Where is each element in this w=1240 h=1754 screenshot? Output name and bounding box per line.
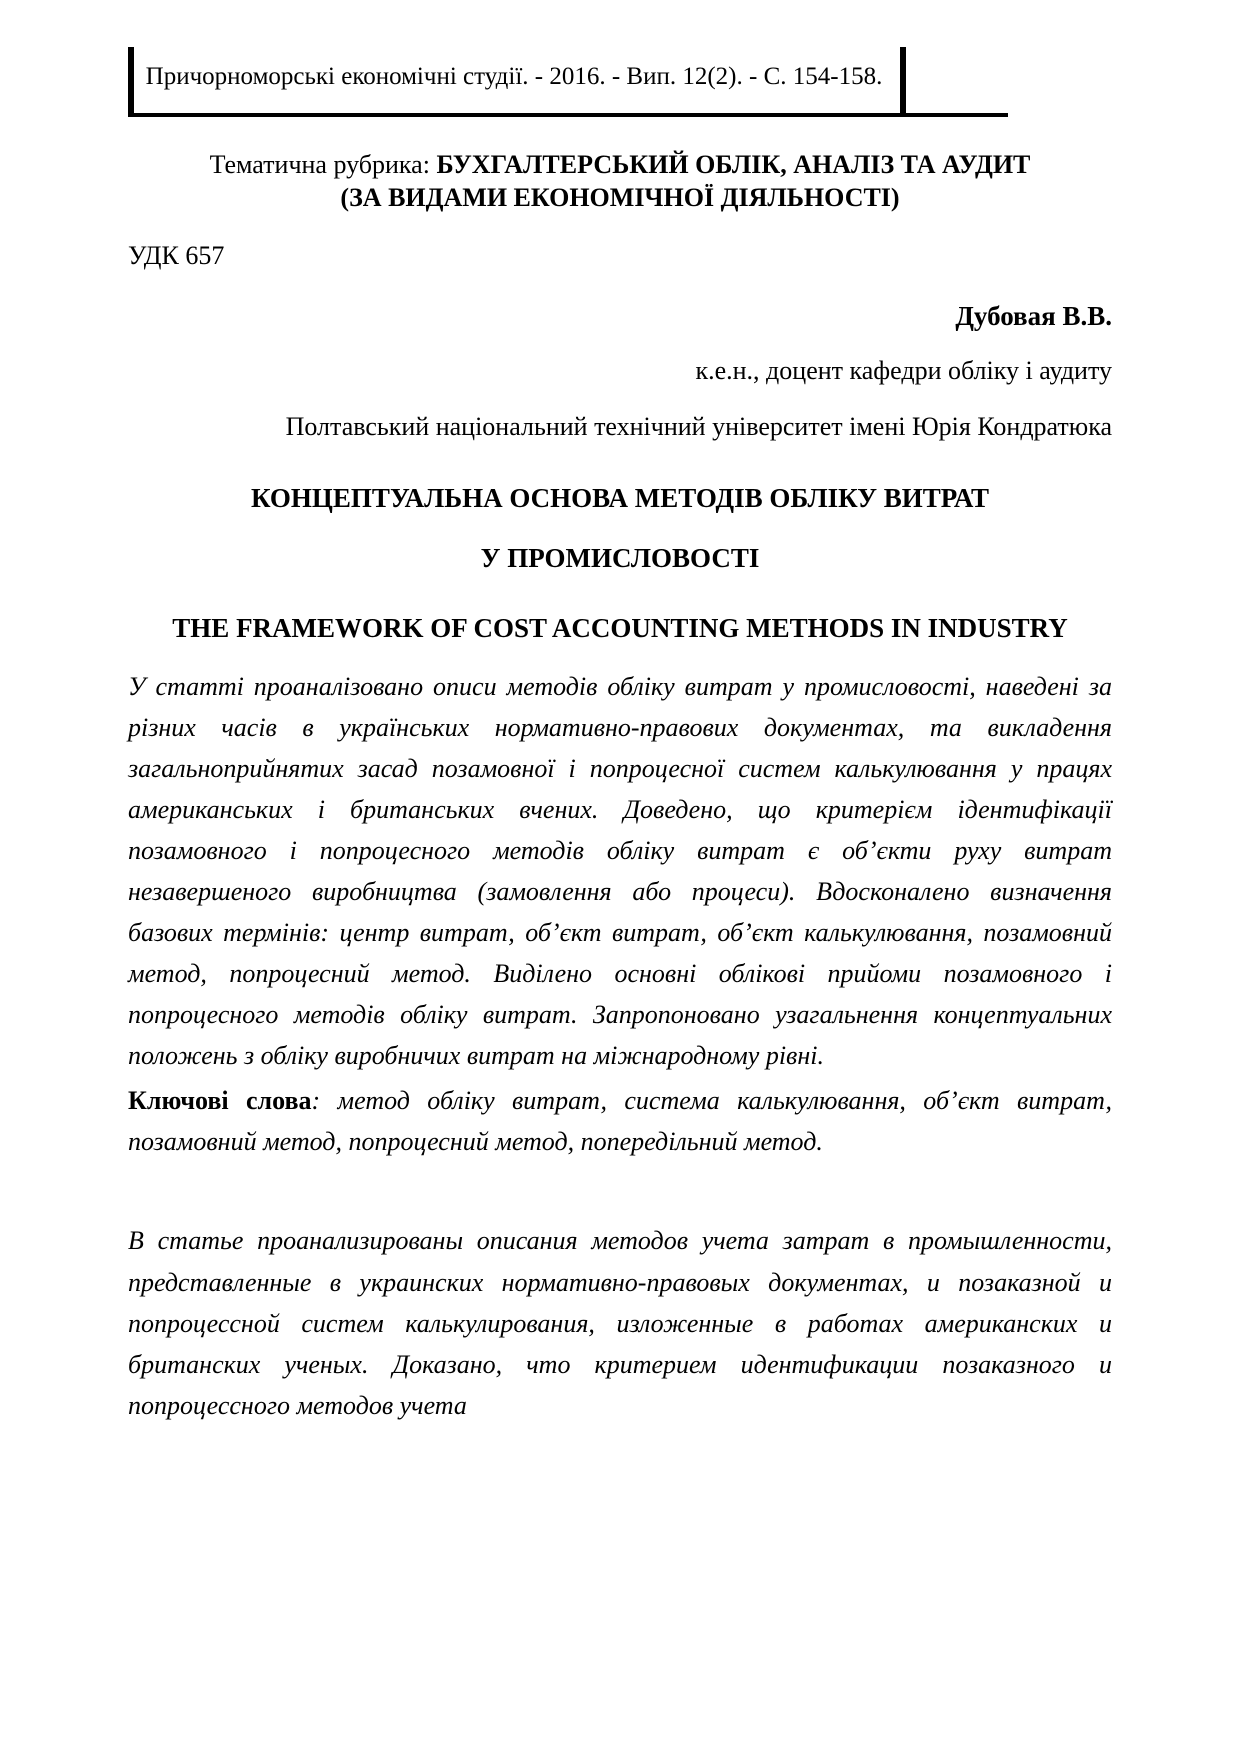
keywords-ua (128, 1080, 1112, 1162)
author-position: к.е.н., доцент кафедри обліку і аудиту (695, 355, 1112, 385)
author-affiliation: Полтавський національний технічний університет імені Юрія Кондратюка (285, 411, 1112, 441)
udc-code: УДК 657 (128, 240, 225, 270)
abstract-ua: У статті проаналізовано описи методів обліку витрат у промисловості, наведені за різних часів в українських нормативно-правових документах, та викладення загальноприйнятих засад позамовної і попроцесної систем калькулювання у працях американських і британських вчених. Доведено, що критерієм ідентифікації позамовного і попроцесного методів обліку витрат є об’єкти руху витрат незавершеного виробництва (замовлення або процеси). Вдосконалено визначення базових термінів: центр витрат, об’єкт витрат, об’єкт калькулювання, позамовний метод, попроцесний метод. Виділено основні облікові прийоми позамовного і попроцесного методів обліку витрат. Запропоновано узагальнення концептуальних положень з обліку виробничих витрат на міжнародному рівні. (128, 671, 1112, 1071)
keywords-label: Ключові слова (128, 1086, 312, 1116)
author-name: Дубовая В.В. (955, 300, 1112, 331)
thematic-rubric (128, 148, 1112, 215)
rubric-label: Тематична рубрика: (209, 150, 437, 179)
header-rule-right (900, 47, 906, 117)
article-title-en: THE FRAMEWORK OF COST ACCOUNTING METHODS IN INDUSTRY (172, 612, 1068, 643)
rubric-value-line2: (ЗА ВИДАМИ ЕКОНОМІЧНОЇ ДІЯЛЬНОСТІ) (340, 183, 900, 213)
article-title-ua-line1: КОНЦЕПТУАЛЬНА ОСНОВА МЕТОДІВ ОБЛІКУ ВИТРАТ (251, 482, 989, 513)
article-title-ua (128, 478, 1112, 579)
header-rule-bottom (128, 113, 1008, 117)
document-content (0, 148, 1240, 1426)
article-title-ua-line2: У ПРОМИСЛОВОСТІ (480, 543, 760, 574)
running-head-text: Причорноморські економічні студії. - 2016. - Вип. 12(2). - С. 154-158. (145, 63, 883, 90)
running-header (0, 0, 1240, 120)
abstract-ru: В статье проанализированы описания методов учета затрат в промышленности, представленные в украинских нормативно-правовых документах, и позаказной и попроцессной систем калькулирования, изложенные в работах американских и британских ученых. Доказано, что критерием идентификации позаказного и попроцессного методов учета (128, 1226, 1112, 1420)
keywords-body: : метод обліку витрат, система калькулювання, об’єкт витрат, позамовний метод, попроцесний метод, попередільний метод. (128, 1086, 1112, 1157)
rubric-value-line1: БУХГАЛТЕРСЬКИЙ ОБЛІК, АНАЛІЗ ТА АУДИТ (436, 150, 1031, 179)
